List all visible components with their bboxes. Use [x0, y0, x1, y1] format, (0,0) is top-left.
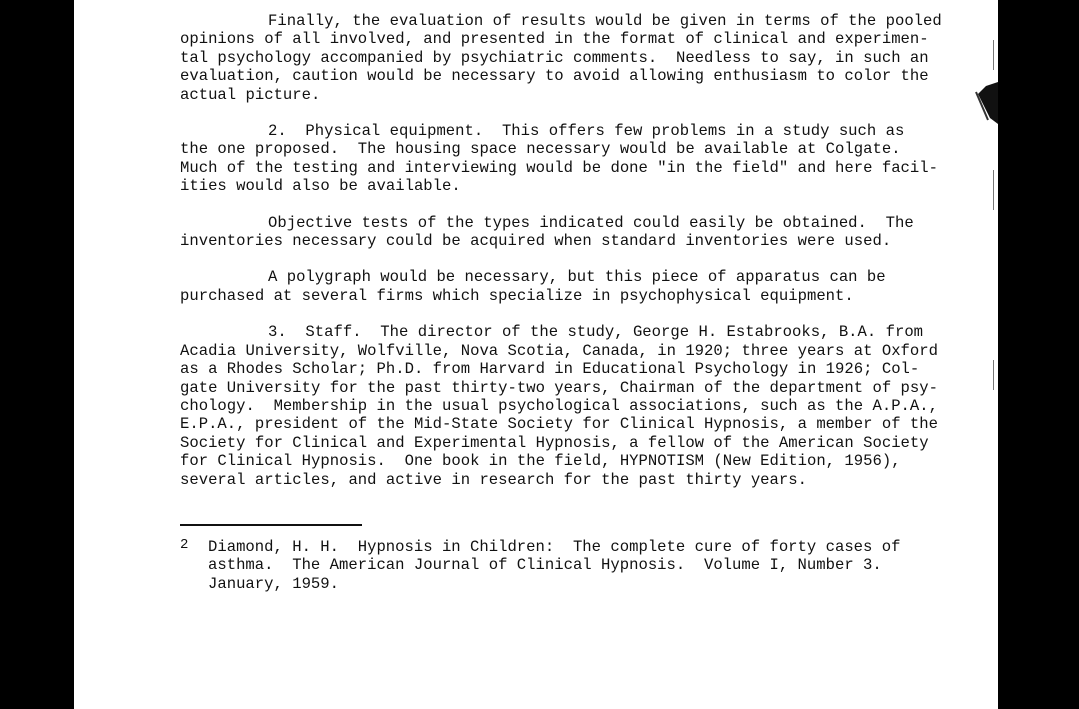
- footnote-body: [180, 538, 940, 593]
- text-line: Society for Clinical and Experimental Hypnosis, a fellow of the American Society: [180, 433, 929, 452]
- paragraph-evaluation: [180, 12, 940, 104]
- document-body: [180, 12, 940, 507]
- text-line: the one proposed. The housing space necessary would be available at Colgate.: [180, 140, 901, 159]
- footnote-line: Diamond, H. H. Hypnosis in Children: The complete cure of forty cases of: [208, 538, 901, 556]
- text-line: opinions of all involved, and presented in the format of clinical and experimen-: [180, 30, 929, 49]
- text-line: 3. Staff. The director of the study, George H. Estabrooks, B.A. from: [268, 323, 924, 342]
- text-line: E.P.A., president of the Mid-State Society for Clinical Hypnosis, a member of the: [180, 415, 938, 434]
- footnote-line: asthma. The American Journal of Clinical Hypnosis. Volume I, Number 3.: [208, 556, 882, 575]
- footnote-divider: [180, 524, 362, 526]
- text-line: Objective tests of the types indicated could easily be obtained. The: [268, 213, 914, 232]
- footnote-mark: 2: [180, 537, 189, 553]
- text-line: purchased at several firms which specialize in psychophysical equipment.: [180, 286, 854, 305]
- text-line: Much of the testing and interviewing would be done "in the field" and here facil-: [180, 158, 938, 177]
- edge-mark: [993, 40, 994, 70]
- text-line: chology. Membership in the usual psychological associations, such as the A.P.A.,: [180, 396, 938, 415]
- paragraph-objective-tests: [180, 214, 940, 251]
- text-line: tal psychology accompanied by psychiatric comments. Needless to say, in such an: [180, 48, 929, 67]
- binder-clip-mark: [972, 80, 998, 130]
- paragraph-physical-equipment: [180, 122, 940, 196]
- text-line: evaluation, caution would be necessary to avoid allowing enthusiasm to color the: [180, 67, 929, 86]
- paragraph-staff: [180, 323, 940, 489]
- text-line: several articles, and active in research for the past thirty years.: [180, 470, 807, 489]
- text-line: Finally, the evaluation of results would be given in terms of the pooled: [268, 12, 942, 30]
- text-line: A polygraph would be necessary, but this piece of apparatus can be: [268, 268, 886, 287]
- paragraph-polygraph: [180, 268, 940, 305]
- text-line: ities would also be available.: [180, 177, 461, 196]
- text-line: 2. Physical equipment. This offers few problems in a study such as: [268, 122, 905, 141]
- text-line: for Clinical Hypnosis. One book in the field, HYPNOTISM (New Edition, 1956),: [180, 452, 901, 471]
- text-line: gate University for the past thirty-two years, Chairman of the department of psy-: [180, 378, 938, 397]
- edge-mark: [993, 360, 994, 390]
- edge-mark: [993, 170, 994, 210]
- text-line: Acadia University, Wolfville, Nova Scotia, Canada, in 1920; three years at Oxford: [180, 341, 938, 360]
- text-line: as a Rhodes Scholar; Ph.D. from Harvard in Educational Psychology in 1926; Col-: [180, 360, 920, 379]
- document-page: [74, 0, 998, 709]
- footnote: [180, 538, 940, 593]
- text-line: actual picture.: [180, 85, 321, 104]
- text-line: inventories necessary could be acquired when standard inventories were used.: [180, 232, 892, 251]
- footnote-line: January, 1959.: [208, 574, 340, 593]
